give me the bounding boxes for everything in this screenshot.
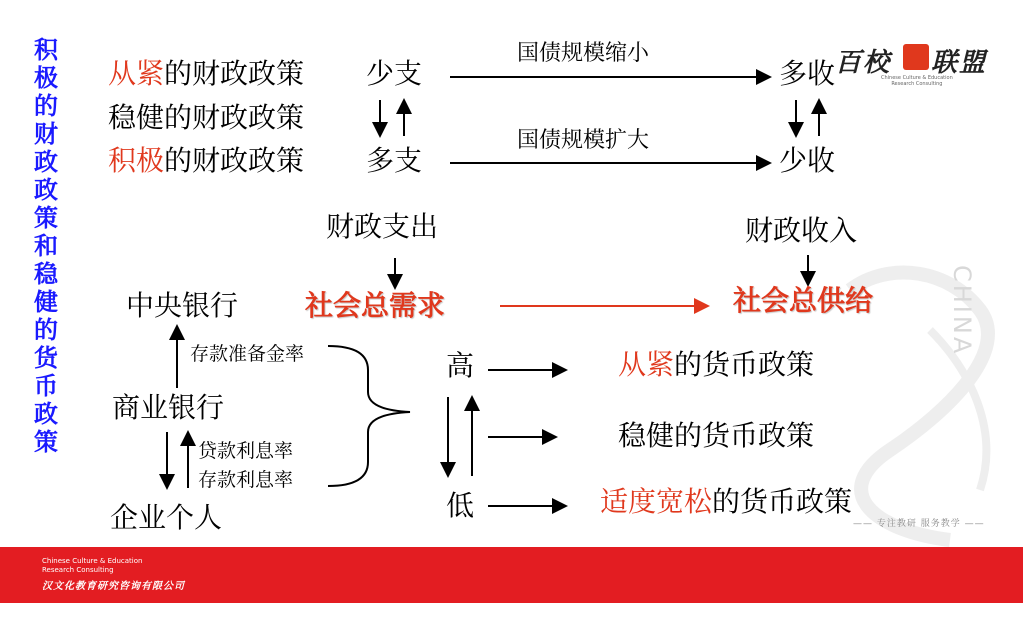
level-high: 高 [446, 349, 475, 382]
background-china-text: CHINA [948, 265, 976, 357]
fiscal-tight-rest: 的财政政策 [164, 57, 305, 90]
vertical-title-char: 积 [34, 36, 58, 64]
vertical-title-char: 政 [34, 176, 58, 204]
logo-sub-line1: Chinese Culture & Education [881, 75, 953, 81]
footer-strip [0, 603, 1023, 633]
vertical-title-char: 政 [34, 148, 58, 176]
aggregate-demand: 社会总需求 [305, 289, 446, 322]
commercial-bank: 商业银行 [112, 391, 225, 424]
deposit-rate: 存款利息率 [198, 469, 294, 491]
logo-brand-a: 百校 [835, 48, 892, 78]
fiscal-active-highlight: 积极 [108, 144, 165, 177]
vertical-title-char: 政 [34, 400, 58, 428]
monetary-tight [618, 349, 814, 381]
aggregate-supply: 社会总供给 [733, 284, 874, 317]
monetary-loose [600, 486, 852, 518]
level-low: 低 [446, 489, 475, 522]
slogan: —— 专注教研 服务教学 —— [853, 519, 985, 529]
footer-english [42, 557, 142, 575]
monetary-tight-highlight: 从紧 [618, 348, 675, 381]
footer-company-name: 汉文化教育研究咨询有限公司 [42, 581, 185, 592]
logo-brand-b: 联盟 [931, 48, 988, 78]
monetary-loose-rest: 的货币政策 [712, 485, 853, 518]
fiscal-active-label [108, 145, 304, 177]
footer-en-line1: Chinese Culture & Education [42, 557, 143, 565]
income-more: 多收 [779, 57, 836, 90]
fiscal-revenue: 财政收入 [745, 214, 858, 247]
vertical-title-char: 的 [34, 316, 58, 344]
fiscal-prudent-label: 稳健的财政政策 [108, 101, 305, 134]
fiscal-expenditure: 财政支出 [326, 210, 439, 243]
fiscal-active-rest: 的财政政策 [164, 144, 305, 177]
brand-logo [835, 42, 1000, 92]
vertical-title-char: 货 [34, 344, 58, 372]
vertical-title-char: 极 [34, 64, 58, 92]
vertical-title-char: 策 [34, 428, 58, 456]
enterprise-individual: 企业个人 [110, 501, 223, 534]
reserve-rate: 存款准备金率 [190, 343, 305, 365]
loan-rate: 贷款利息率 [198, 440, 294, 462]
income-less: 少收 [779, 144, 836, 177]
footer-bar [0, 547, 1023, 603]
spend-more: 多支 [366, 144, 423, 177]
monetary-tight-rest: 的货币政策 [674, 348, 815, 381]
vertical-title-char: 策 [34, 204, 58, 232]
vertical-title-char: 稳 [34, 260, 58, 288]
vertical-title-char: 健 [34, 288, 58, 316]
logo-sub-line2: Research Consulting [891, 81, 943, 87]
vertical-title-char: 财 [34, 120, 58, 148]
central-bank: 中央银行 [126, 289, 239, 322]
spend-less: 少支 [366, 57, 423, 90]
vertical-title-char: 和 [34, 232, 58, 260]
footer-en-line2: Research Consulting [42, 566, 114, 574]
fiscal-tight-label [108, 58, 304, 90]
debt-expand-label: 国债规模扩大 [517, 128, 650, 153]
logo-seal-icon [903, 44, 929, 70]
logo-subtitle [881, 75, 953, 87]
vertical-title-char: 币 [34, 372, 58, 400]
monetary-prudent: 稳健的货币政策 [618, 419, 815, 452]
fiscal-tight-highlight: 从紧 [108, 57, 165, 90]
monetary-loose-highlight: 适度宽松 [600, 485, 713, 518]
vertical-title-char: 的 [34, 92, 58, 120]
debt-shrink-label: 国债规模缩小 [517, 41, 650, 66]
brace [328, 346, 410, 486]
